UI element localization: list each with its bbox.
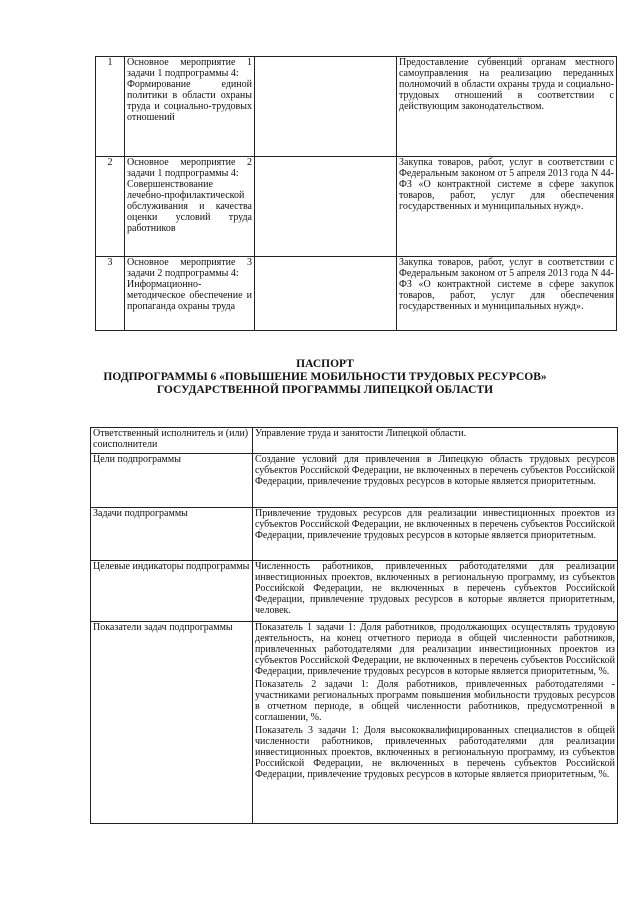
measure-title [125,157,255,257]
passport-paragraph: Управление труда и занятости Липецкой области. [255,428,467,439]
passport-value [253,454,618,508]
row-number: 1 [96,57,125,157]
passport-table [90,427,618,824]
passport-paragraph: Показатель 3 задачи 1: Доля высококвалифицированных специалистов в общей численности работников, привлеченных работодателями для реализации инвестиционных проектов, включенных в региональную программу, из субъектов Российской Федерации, не включенных в перечень субъектов Российской Федерации, привлечение трудовых ресурсов в которые является приоритетным, %. [255,725,615,780]
measure-title [125,57,255,157]
passport-label: Задачи подпрограммы [91,508,253,561]
measure-empty-cell [255,257,397,331]
table-row [91,508,618,561]
passport-title [60,358,590,397]
passport-value [253,561,618,622]
measure-title-line: Основное мероприятие 2 задачи 1 подпрограммы 4: [127,157,252,179]
measure-empty-cell [255,57,397,157]
measure-description: Закупка товаров, работ, услуг в соответствии с Федеральным законом от 5 апреля 2013 года N 44-ФЗ «О контрактной системе в сфере закупок товаров, работ, услуг для обеспечения государственных и муниципальных нужд». [397,157,617,257]
passport-label: Целевые индикаторы подпрограммы [91,561,253,622]
measure-title-line: Формирование единой политики в области охраны труда и социально-трудовых отношений [127,79,252,123]
table-row [91,454,618,508]
passport-title-line: ГОСУДАРСТВЕННОЙ ПРОГРАММЫ ЛИПЕЦКОЙ ОБЛАСТИ [156,384,494,396]
passport-label: Ответственный исполнитель и (или) соисполнители [91,428,253,454]
row-number: 3 [96,257,125,331]
measure-title-line: Совершенствование лечебно-профилактической обслуживания и качества оценки условий труда работников [127,179,252,234]
passport-paragraph: Создание условий для привлечения в Липецкую область трудовых ресурсов субъектов Российской Федерации, не включенных в перечень субъектов Российской Федерации, привлечение трудовых ресурсов в которые является приоритетным. [255,454,615,487]
passport-label: Показатели задач подпрограммы [91,622,253,824]
passport-paragraph: Привлечение трудовых ресурсов для реализации инвестиционных проектов из субъектов Российской Федерации, не включенных в перечень субъектов Российской Федерации, привлечение трудовых ресурсов в которые является приоритетным. [255,508,615,541]
table-row [96,157,617,257]
passport-paragraph: Показатель 1 задачи 1: Доля работников, продолжающих осуществлять трудовую деятельность, на конец отчетного периода в общей численности работников, привлеченных работодателями для реализации инвестиционных проектов из субъектов Российской Федерации, не включенных в перечень субъектов Российской Федерации, привлечение трудовых ресурсов в которые является приоритетным, %. [255,622,615,677]
measures-table [95,56,617,331]
table-row [91,561,618,622]
measure-empty-cell [255,157,397,257]
measure-title-line: Информационно-методическое обеспечение и пропаганда охраны труда [127,279,252,312]
measure-title-line: Основное мероприятие 1 задачи 1 подпрограммы 4: [127,57,252,79]
row-number: 2 [96,157,125,257]
table-row [96,57,617,157]
table-row [91,622,618,824]
passport-value [253,622,618,824]
passport-paragraph: Показатель 2 задачи 1: Доля работников, привлеченных работодателями - участниками региональных программ повышения мобильности трудовых ресурсов в отчетном периоде, в общей численности работников, предусмотренной в соглашении, %. [255,679,615,723]
passport-title-line: ПОДПРОГРАММЫ 6 «ПОВЫШЕНИЕ МОБИЛЬНОСТИ ТРУДОВЫХ РЕСУРСОВ» [103,371,547,383]
passport-value [253,428,618,454]
measure-description: Предоставление субвенций органам местного самоуправления на реализацию переданных полномочий в области охраны труда и социально-трудовых отношений в соответствии с действующим законодательством. [397,57,617,157]
passport-label: Цели подпрограммы [91,454,253,508]
measure-title [125,257,255,331]
table-row [96,257,617,331]
measure-title-line: Основное мероприятие 3 задачи 2 подпрограммы 4: [127,257,252,279]
passport-value [253,508,618,561]
passport-paragraph: Численность работников, привлеченных работодателями для реализации инвестиционных проектов, включенных в региональную программу, из субъектов Российской Федерации, не включенных в перечень субъектов Российской Федерации, привлечение трудовых ресурсов в которые является приоритетным, человек. [255,561,615,616]
table-row [91,428,618,454]
passport-title-line: ПАСПОРТ [296,358,354,370]
measure-description: Закупка товаров, работ, услуг в соответствии с Федеральным законом от 5 апреля 2013 года N 44-ФЗ «О контрактной системе в сфере закупок товаров, работ, услуг для обеспечения государственных и муниципальных нужд». [397,257,617,331]
